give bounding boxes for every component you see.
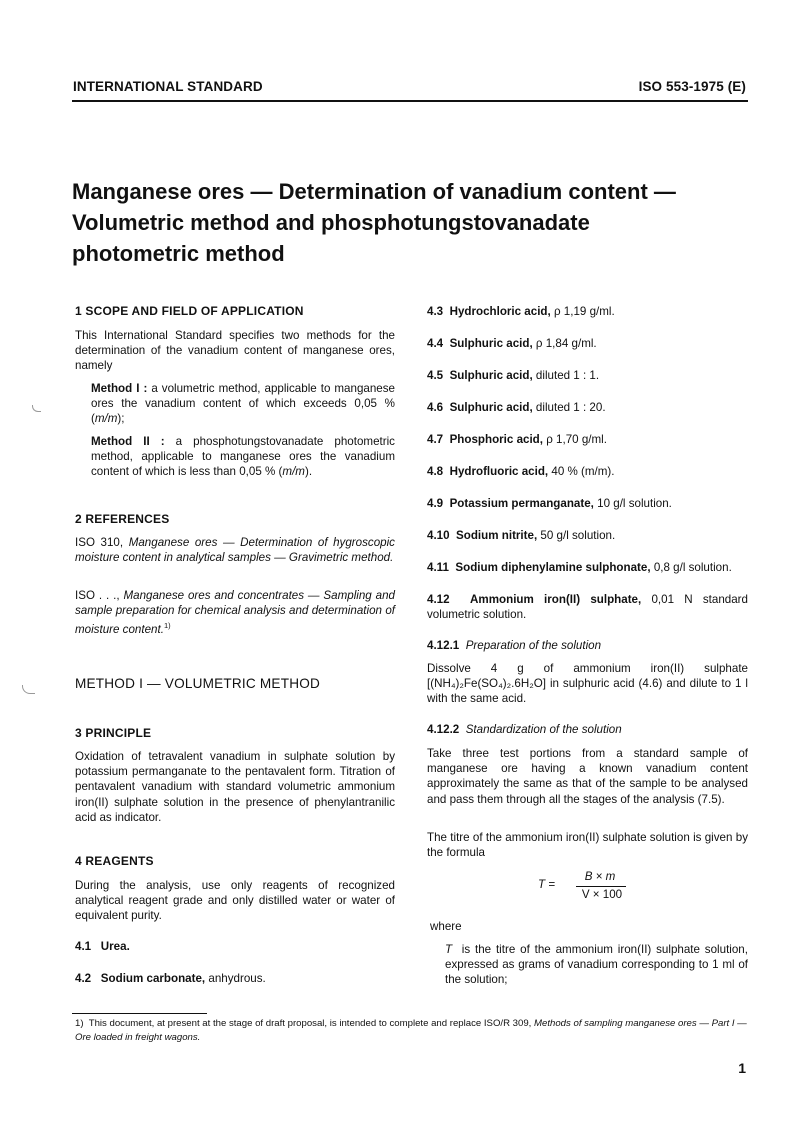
scan-mark xyxy=(32,405,41,412)
scan-mark xyxy=(22,685,35,694)
reagent-4-12: 4.12 Ammonium iron(II) sulphate, 0,01 N standard volumetric solution. xyxy=(427,593,748,622)
section-1-intro: This International Standard specifies two methods for the determination of the vanadium content of manganese ores, namely xyxy=(75,329,395,373)
reagent-4-2: 4.2 Sodium carbonate, anhydrous. xyxy=(75,972,266,985)
t-definition: T is the titre of the ammonium iron(II) sulphate solution, expressed as grams of vanadium corresponding to 1 ml of the solution; xyxy=(445,943,748,987)
reagent-item: 4.9 Potassium permanganate, 10 g/l solution. xyxy=(427,497,672,510)
footnote: 1) This document, at present at the stage of draft proposal, is intended to complete and replace ISO/R 309, Methods of sampling manganese ores — Part I — Ore loaded in freight wagons. xyxy=(75,1018,747,1043)
header-rule xyxy=(72,100,748,102)
subsection-4-12-1-heading: 4.12.1 Preparation of the solution xyxy=(427,639,602,652)
method-1-label: Method I : xyxy=(91,382,148,395)
title-line-1: Manganese ores — Determination of vanadium content — xyxy=(72,179,676,204)
section-3-heading: 3 PRINCIPLE xyxy=(75,726,152,740)
method-1-description: Method I : a volumetric method, applicable to manganese ores the vanadium content of which exceeds 0,05 % (m/m); xyxy=(91,382,395,426)
formula-lhs: T = xyxy=(538,878,556,891)
footnote-rule xyxy=(72,1013,207,1014)
standardization-text: Take three test portions from a standard sample of manganese ore having a known vanadium content approximately the same as that of the sample to be analysed and pass them through all the stages of the analysis (7.5). xyxy=(427,747,748,806)
header-right: ISO 553-1975 (E) xyxy=(638,79,746,94)
method-2-description: Method II : a phosphotungstovanadate photometric method, applicable to manganese ores the vanadium content of which is less than 0,05 % (m/m). xyxy=(91,435,395,479)
reference-iso-310: ISO 310, Manganese ores — Determination of hygroscopic moisture content in analytical samples — Gravimetric method. xyxy=(75,536,395,565)
titre-text: The titre of the ammonium iron(II) sulphate solution is given by the formula xyxy=(427,831,748,860)
preparation-text: Dissolve 4 g of ammonium iron(II) sulphate xyxy=(427,662,748,675)
reagent-item: 4.4 Sulphuric acid, ρ 1,84 g/ml. xyxy=(427,337,597,350)
section-4-heading: 4 REAGENTS xyxy=(75,854,154,868)
reagent-item: 4.6 Sulphuric acid, diluted 1 : 20. xyxy=(427,401,606,414)
header-left: INTERNATIONAL STANDARD xyxy=(73,79,263,94)
page-number: 1 xyxy=(738,1060,746,1076)
preparation-formula: [(NH₄)₂Fe(SO₄)₂.6H₂O] xyxy=(427,677,546,691)
left-column xyxy=(75,304,395,319)
footnote-ref: 1) xyxy=(163,621,171,631)
document-title xyxy=(72,176,676,269)
reference-iso-draft: ISO . . ., Manganese ores and concentrates — Sampling and sample preparation for chemical analysis and determination of moisture content.$^{1)}$ xyxy=(75,589,395,637)
subsection-4-12-2-heading: 4.12.2 Standardization of the solution xyxy=(427,723,622,736)
method-1-heading: METHOD I — VOLUMETRIC METHOD xyxy=(75,676,321,691)
section-2-heading: 2 REFERENCES xyxy=(75,512,170,526)
method-2-label: Method II : xyxy=(91,435,165,448)
where-label: where xyxy=(430,920,462,933)
reagent-4-1: 4.1 Urea. xyxy=(75,940,130,953)
reagent-item: 4.10 Sodium nitrite, 50 g/l solution. xyxy=(427,529,616,542)
section-4-text: During the analysis, use only reagents of recognized analytical reagent grade and only distilled water or water of equivalent purity. xyxy=(75,879,395,923)
section-1-heading: 1 SCOPE AND FIELD OF APPLICATION xyxy=(75,304,304,318)
title-line-3: photometric method xyxy=(72,241,285,266)
formula-numerator: B × m xyxy=(584,870,616,883)
formula-fraction-bar xyxy=(576,886,626,887)
reagent-item: 4.7 Phosphoric acid, ρ 1,70 g/ml. xyxy=(427,433,607,446)
section-3-text: Oxidation of tetravalent vanadium in sulphate solution by potassium permanganate to the pentavalent form. Titration of pentavalent vanadium with standard volumetric ammonium iron(II) sulphate solution in the presence of phenylantranilic acid as indicator. xyxy=(75,750,395,824)
reagent-item: 4.3 Hydrochloric acid, ρ 1,19 g/ml. xyxy=(427,305,615,318)
reagent-item: 4.8 Hydrofluoric acid, 40 % (m/m). xyxy=(427,465,615,478)
title-line-2: Volumetric method and phosphotungstovanadate xyxy=(72,210,590,235)
reagent-item: 4.11 Sodium diphenylamine sulphonate, 0,8 g/l solution. xyxy=(427,561,732,574)
reagent-item: 4.5 Sulphuric acid, diluted 1 : 1. xyxy=(427,369,600,382)
formula-denominator: V × 100 xyxy=(581,888,623,901)
